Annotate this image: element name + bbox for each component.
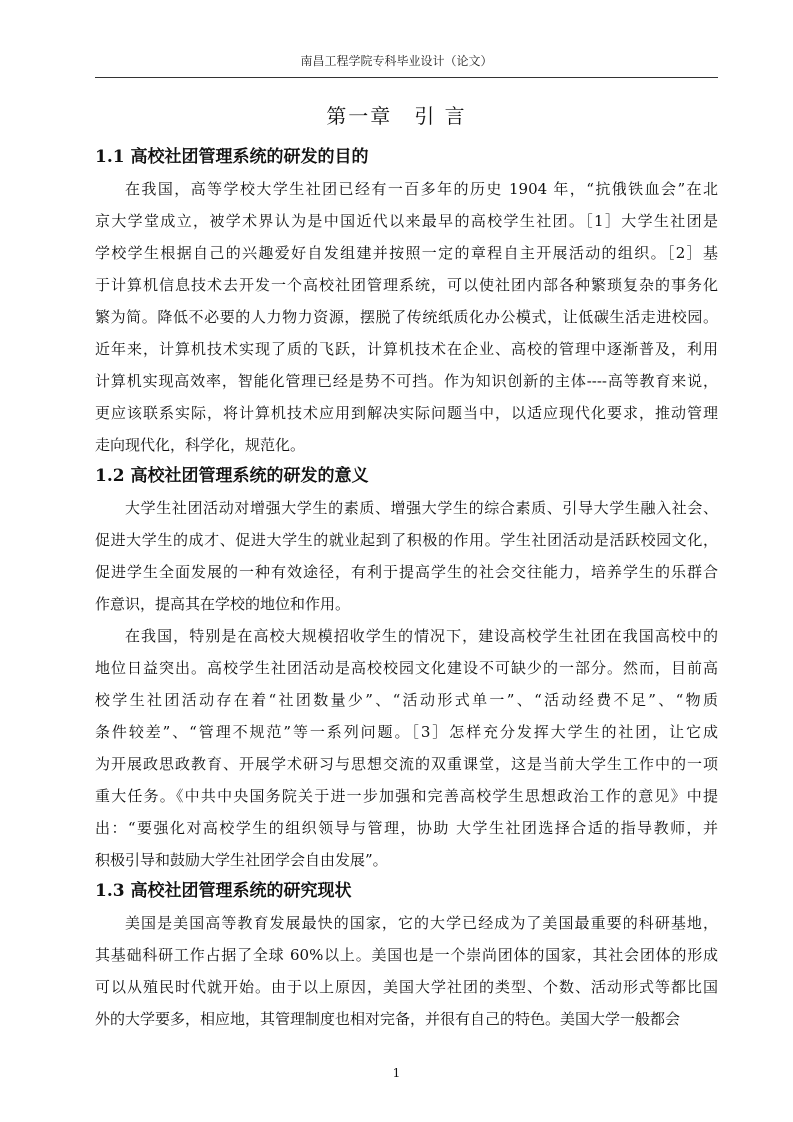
paragraph-line: 重大任务。《中共中央国务院关于进一步加强和完善高校学生思想政治工作的意见》中提 (95, 787, 718, 805)
paragraph-line: 计算机实现高效率，智能化管理已经是势不可挡。作为知识创新的主体----高等教育来说， (95, 372, 718, 390)
section-heading: 1.3 高校社团管理系统的研究现状 (95, 881, 352, 901)
paragraph-line: 学校学生根据自己的兴趣爱好自发组建并按照一定的章程自主开展活动的组织。［2］基 (95, 244, 718, 262)
paragraph (95, 907, 718, 1035)
paragraph-line: 校学生社团活动存在着“社团数量少”、“活动形式单一”、“活动经费不足”、“物质 (95, 691, 718, 709)
paragraph (95, 620, 718, 876)
paragraph-line: 美国是美国高等教育发展最快的国家，它的大学已经成为了美国最重要的科研基地， (125, 914, 718, 932)
paragraph-line: 更应该联系实际，将计算机技术应用到解决实际问题当中，以适应现代化要求，推动管理 (95, 404, 718, 422)
paragraph-line: 近年来，计算机技术实现了质的飞跃，计算机技术在企业、高校的管理中逐渐普及，利用 (95, 340, 718, 358)
paragraph-line: 走向现代化，科学化，规范化。 (95, 436, 306, 454)
paragraph (95, 173, 718, 461)
paragraph-line: 繁为简。降低不必要的人力物力资源，摆脱了传统纸质化办公模式，让低碳生活走进校园。 (95, 308, 718, 326)
paragraph-line: 出：“要强化对高校学生的组织领导与管理，协助 大学生社团选择合适的指导教师，并 (95, 819, 718, 837)
paragraph-line: 于计算机信息技术去开发一个高校社团管理系统，可以使社团内部各种繁琐复杂的事务化 (95, 276, 718, 294)
document-body (95, 142, 718, 1035)
header-title: 南昌工程学院专科毕业设计（论文） (300, 54, 493, 68)
paragraph-line: 促进学生全面发展的一种有效途径，有利于提高学生的社会交往能力，培养学生的乐群合 (95, 563, 718, 581)
section-heading: 1.1 高校社团管理系统的研发的目的 (95, 147, 369, 167)
paragraph-line: 作意识，提高其在学校的地位和作用。 (95, 595, 351, 613)
page-number: 1 (392, 1066, 401, 1080)
paragraph-line: 条件较差”、“管理不规范”等一系列问题。［3］怎样充分发挥大学生的社团，让它成 (95, 723, 718, 741)
paragraph-line: 在我国，高等学校大学生社团已经有一百多年的历史 1904 年，“抗俄铁血会”在北 (125, 180, 718, 198)
paragraph-line: 其基础科研工作占据了全球 60%以上。美国也是一个崇尚团体的国家，其社会团体的形成 (95, 946, 718, 964)
page-header (0, 52, 793, 69)
section-heading: 1.2 高校社团管理系统的研发的意义 (95, 466, 369, 486)
paragraph (95, 492, 718, 620)
paragraph-line: 为开展政思政教育、开展学术研习与思想交流的双重课堂，这是当前大学生工作中的一项 (95, 755, 718, 773)
paragraph-line: 促进大学生的成才、促进大学生的就业起到了积极的作用。学生社团活动是活跃校园文化， (95, 531, 718, 549)
chapter-title: 第一章 引 言 (326, 104, 467, 128)
paragraph-line: 积极引导和鼓励大学生社团学会自由发展”。 (95, 851, 388, 869)
paragraph-line: 可以从殖民时代就开始。由于以上原因，美国大学社团的类型、个数、活动形式等都比国 (95, 978, 718, 996)
paragraph-line: 在我国，特别是在高校大规模招收学生的情况下，建设高校学生社团在我国高校中的 (125, 627, 718, 645)
paragraph-line: 地位日益突出。高校学生社团活动是高校校园文化建设不可缺少的一部分。然而，目前高 (95, 659, 718, 677)
paragraph-line: 外的大学要多，相应地，其管理制度也相对完备，并很有自己的特色。美国大学一般都会 (95, 1010, 681, 1028)
paragraph-line: 大学生社团活动对增强大学生的素质、增强大学生的综合素质、引导大学生融入社会、 (125, 499, 718, 517)
paragraph-line: 京大学堂成立，被学术界认为是中国近代以来最早的高校学生社团。［1］大学生社团是 (95, 212, 718, 230)
header-rule (95, 77, 718, 78)
